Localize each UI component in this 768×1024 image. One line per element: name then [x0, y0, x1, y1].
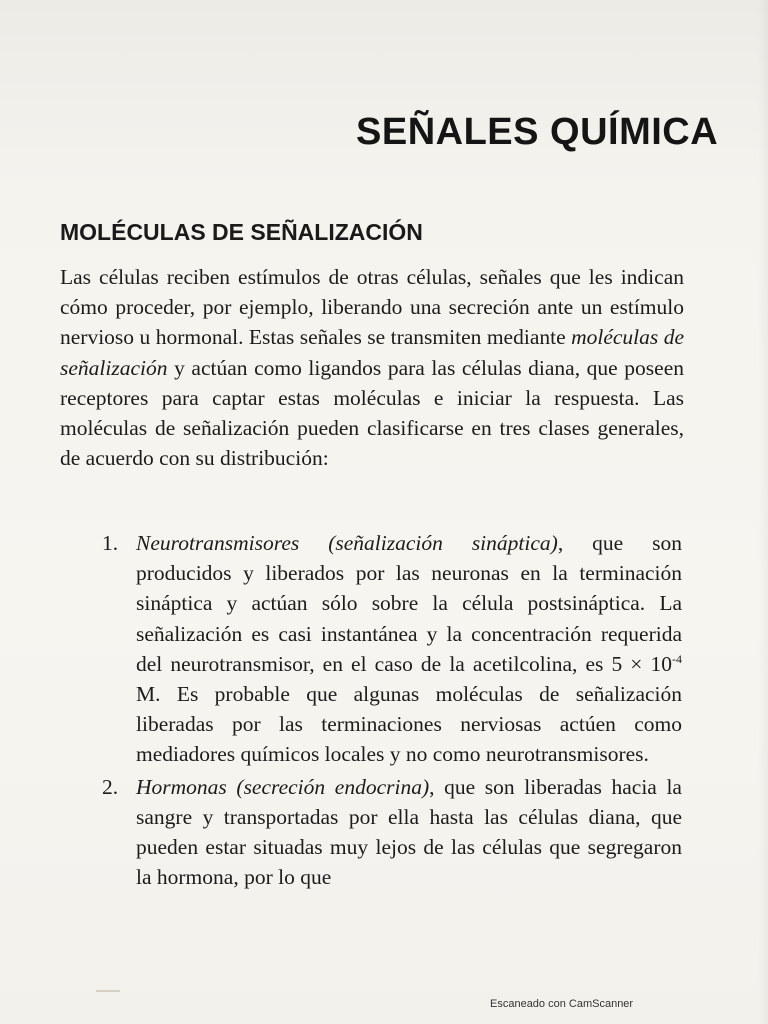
intro-text-part2: y actúan como ligandos para las células diana, que poseen receptores para captar estas moléculas e iniciar la respuesta. Las moléculas de señalización pueden clasificarse en tres clases generales, de acuerdo con su distribución: [60, 355, 684, 471]
list-item-number: 1. [102, 531, 119, 555]
list-item [102, 528, 682, 770]
section-heading: MOLÉCULAS DE SEÑALIZACIÓN [60, 219, 423, 246]
list-item-exponent: -4 [672, 651, 682, 666]
list-item-text-a: , que son producidos y liberados por las neuronas en la terminación sináptica y actúan sólo sobre la célula postsináptica. La señalización es casi instantánea y la concentración requerida del neurotransmisor, en el caso de la acetilcolina, es 5 × 10 [136, 531, 682, 676]
chapter-title: SEÑALES QUÍMICA [356, 111, 719, 154]
intro-text-part1: Las células reciben estímulos de otras células, señales que les indican cómo proceder, por ejemplo, liberando una secreción ante un estímulo nervioso u hormonal. Estas señales se transmiten mediante [60, 265, 684, 350]
page-edge-shadow [758, 0, 768, 1024]
list-item-text-b: M. Es probable que algunas moléculas de señalización liberadas por las terminaciones nerviosas actúen como mediadores químicos locales y no como neurotransmisores. [136, 682, 682, 767]
list-item-text: , que son liberadas hacia la sangre y transportadas por ella hasta las células diana, que pueden estar situadas muy lejos de las células que segregaron la hormona, por lo que [136, 774, 682, 890]
scanner-footer: Escaneado con CamScanner [490, 998, 634, 1010]
list-item [102, 772, 682, 893]
list-item-term: Neurotransmisores [136, 531, 300, 555]
classification-list [102, 528, 682, 892]
list-item-number: 2. [102, 774, 119, 799]
scan-mark [96, 990, 120, 992]
list-item-term: Hormonas (secreción endocrina) [136, 774, 430, 799]
intro-emphasis: moléculas de señalización [60, 325, 685, 380]
intro-paragraph-container [60, 262, 684, 473]
intro-paragraph [60, 262, 684, 473]
list-item-term-note: (señalización sináptica) [328, 531, 558, 555]
